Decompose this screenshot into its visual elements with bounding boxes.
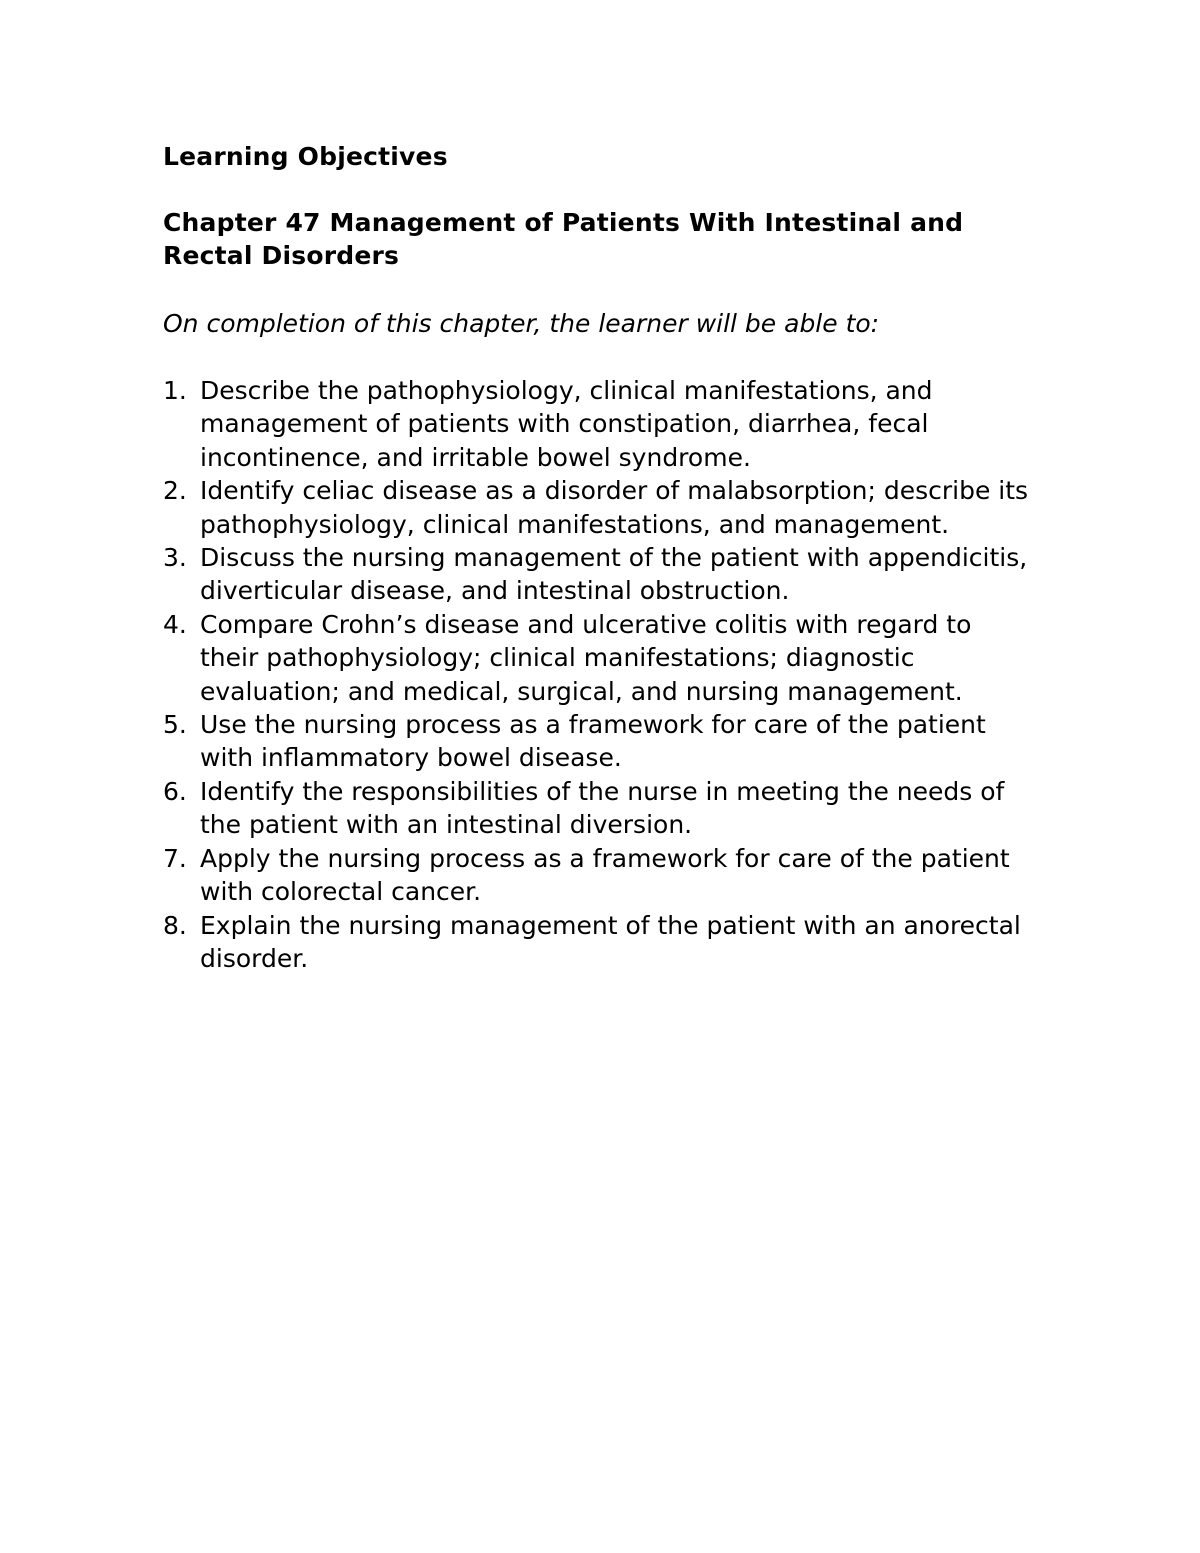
objective-number: 1. <box>163 376 187 405</box>
objective-text: Identify celiac disease as a disorder of malabsorption; describe its pathophysiology, clinical manifestations, and management. <box>200 476 1029 539</box>
intro-text: On completion of this chapter, the learner will be able to: <box>163 309 880 338</box>
objective-text: Compare Crohn’s disease and ulcerative colitis with regard to their pathophysiology; clinical manifestations; diagnostic evaluation; and medical, surgical, and nursing management. <box>200 609 972 706</box>
objective-text: Explain the nursing management of the patient with an anorectal disorder. <box>200 910 1021 973</box>
chapter-title: Chapter 47 Management of Patients With Intestinal and Rectal Disorders <box>163 208 964 270</box>
objective-item <box>163 909 1063 976</box>
objective-text: Identify the responsibilities of the nurse in meeting the needs of the patient with an intestinal diversion. <box>200 776 1005 840</box>
objective-number: 7. <box>163 843 187 873</box>
objective-item <box>163 842 1063 909</box>
objective-number: 3. <box>163 543 187 573</box>
objective-text: Discuss the nursing management of the patient with appendicitis, diverticular disease, and intestinal obstruction. <box>200 543 1028 606</box>
objectives-list <box>163 374 1063 975</box>
objective-text: Use the nursing process as a framework for care of the patient with inflammatory bowel disease. <box>200 710 986 773</box>
objective-number: 5. <box>163 710 187 740</box>
objective-number: 8. <box>163 910 187 940</box>
document-content <box>163 140 1063 975</box>
objective-number: 2. <box>163 476 187 506</box>
objective-item <box>163 608 1063 708</box>
objective-item <box>163 541 1063 608</box>
objective-text: Apply the nursing process as a framework for care of the patient with colorectal cancer. <box>200 843 1010 907</box>
objective-item <box>163 775 1063 842</box>
objective-item <box>163 474 1063 541</box>
objective-text: Describe the pathophysiology, clinical manifestations, and management of patients with constipation, diarrhea, fecal incontinence, and irritable bowel syndrome. <box>200 376 933 472</box>
objective-number: 6. <box>163 776 187 806</box>
objective-item <box>163 374 1063 474</box>
objective-item <box>163 708 1063 775</box>
page-heading: Learning Objectives <box>163 142 448 171</box>
objective-number: 4. <box>163 609 187 639</box>
